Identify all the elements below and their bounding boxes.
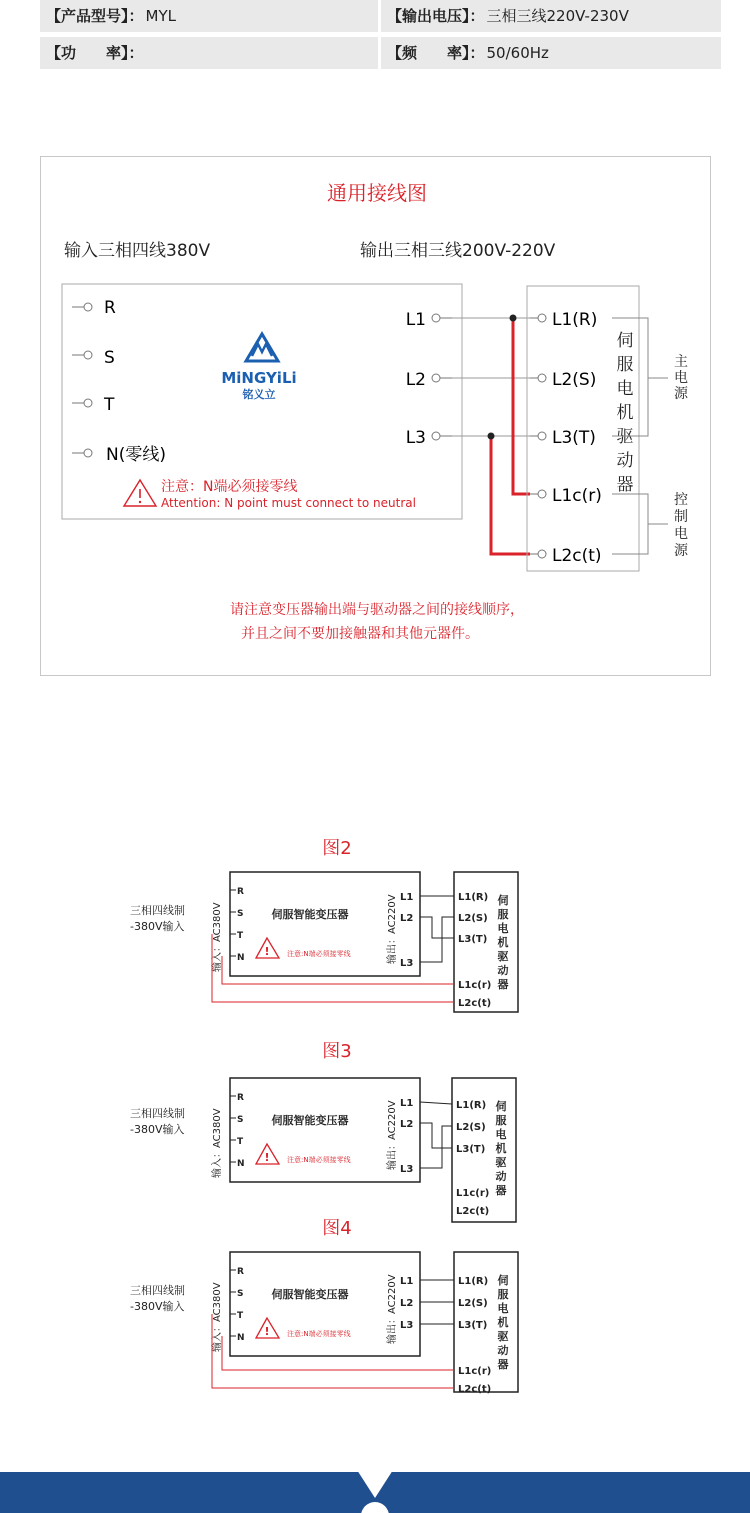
output-terminal-label: L1 (400, 1276, 414, 1287)
svg-text:L2: L2 (405, 370, 426, 390)
source-label-2: -380V输入 (130, 1123, 185, 1136)
vertical-char: 控 (674, 492, 688, 508)
input-terminal-t (72, 395, 115, 415)
svg-text:N(零线): N(零线) (106, 445, 166, 465)
driver-name-vertical (617, 331, 634, 495)
wire (420, 1102, 452, 1104)
output-side-label: 输出：AC220V (387, 1100, 398, 1170)
driver-name-char: 机 (497, 1316, 509, 1329)
svg-text:L1c(r): L1c(r) (552, 486, 602, 506)
spec-output-voltage-label: 【输出电压】： (387, 7, 485, 25)
warning-icon (124, 480, 156, 506)
driver-name-char: 器 (495, 1184, 507, 1197)
driver-terminal-l1r (530, 310, 597, 330)
input-terminal-label: R (237, 1267, 244, 1277)
driver-terminal-label: L1c(r) (458, 1366, 492, 1377)
input-terminal-label: T (237, 1311, 244, 1321)
input-terminal-s (72, 348, 115, 368)
vertical-char: 机 (616, 403, 634, 423)
driver-name-char: 器 (497, 1358, 509, 1371)
output-terminal-l1 (406, 310, 452, 330)
driver-terminal-label: L2c(t) (456, 1206, 490, 1217)
output-terminal-label: L2 (400, 1298, 414, 1309)
spec-model (40, 0, 378, 32)
input-terminal-label: N (237, 1333, 245, 1343)
spec-frequency (381, 37, 721, 69)
warning-mark: ! (264, 1325, 270, 1338)
output-terminal-l3 (406, 428, 452, 448)
driver-terminal-l2s (530, 370, 596, 390)
main-output-label: 输出三相三线200V-220V (360, 241, 556, 261)
driver-name-char: 动 (495, 1170, 507, 1183)
input-terminal-label: R (237, 1093, 244, 1103)
wire (420, 917, 454, 962)
source-label-2: -380V输入 (130, 920, 185, 933)
spec-frequency-label: 【频 率】： (387, 44, 485, 62)
vertical-char: 电 (674, 526, 688, 542)
vertical-char: 器 (616, 475, 634, 495)
input-terminal-r (72, 298, 116, 318)
driver-name-char: 动 (497, 964, 509, 977)
output-terminal-label: L3 (400, 958, 414, 969)
wire (212, 1314, 454, 1388)
svg-text:L2c(t): L2c(t) (552, 546, 602, 566)
driver-terminal-l1c (530, 486, 602, 506)
driver-name-char: 伺 (497, 894, 509, 907)
vertical-char: 源 (674, 543, 688, 559)
vertical-char: 源 (674, 386, 688, 402)
output-terminal-l2 (406, 370, 452, 390)
driver-name-char: 电 (495, 1128, 507, 1141)
vertical-char: 电 (674, 370, 688, 386)
figure-3 (0, 1035, 750, 1235)
output-terminal-label: L3 (400, 1320, 414, 1331)
driver-terminal-label: L1(R) (458, 1276, 489, 1287)
warning-text: 注意:N端必须接零线 (287, 950, 351, 958)
transformer-name: 伺服智能变压器 (271, 908, 349, 921)
output-side-label: 输出：AC220V (387, 894, 398, 964)
figure-title: 图2 (322, 838, 352, 859)
svg-text:MiNGYiLi: MiNGYiLi (221, 369, 297, 387)
control-wires (488, 315, 531, 555)
input-terminal-label: S (237, 1289, 244, 1299)
svg-text:R: R (104, 298, 116, 318)
spec-model-value: MYL (145, 7, 176, 25)
svg-text:T: T (104, 395, 115, 415)
driver-name-char: 器 (497, 978, 509, 991)
spec-power-label: 【功 率】： (46, 44, 144, 62)
warning-mark: ! (264, 1151, 270, 1164)
driver-terminal-label: L2(S) (458, 913, 488, 924)
input-terminal-label: N (237, 1159, 245, 1169)
driver-terminal-label: L2c(t) (458, 998, 492, 1009)
wire (420, 1123, 452, 1148)
main-wiring-diagram (0, 156, 750, 676)
driver-name-char: 伺 (497, 1274, 509, 1287)
wire (420, 917, 454, 938)
main-wires (452, 318, 530, 436)
vertical-char: 电 (616, 379, 634, 399)
note-line-2: 并且之间不要加接触器和其他元器件。 (241, 626, 479, 642)
driver-terminal-label: L3(T) (458, 1320, 488, 1331)
driver-terminal-label: L3(T) (458, 934, 488, 945)
figure-2 (0, 832, 750, 1032)
vertical-char: 服 (616, 355, 634, 375)
input-terminal-label: R (237, 887, 244, 897)
output-terminal-label: L1 (400, 892, 414, 903)
footer-arrow (355, 1470, 395, 1513)
driver-name-char: 电 (497, 922, 509, 935)
transformer-name: 伺服智能变压器 (271, 1114, 349, 1127)
svg-text:L3(T): L3(T) (552, 428, 596, 448)
driver-terminal-l2c (530, 546, 602, 566)
driver-terminal-label: L1(R) (458, 892, 489, 903)
driver-terminal-label: L2c(t) (458, 1384, 492, 1395)
input-terminal-label: N (237, 953, 245, 963)
source-label-1: 三相四线制 (130, 1284, 185, 1297)
figure-title: 图4 (322, 1218, 352, 1239)
spec-output-voltage-value: 三相三线220V-230V (486, 7, 629, 25)
output-terminal-label: L1 (400, 1098, 414, 1109)
vertical-char: 制 (674, 509, 688, 525)
svg-text:S: S (104, 348, 115, 368)
driver-name-char: 伺 (495, 1100, 507, 1113)
warning-mark: ! (264, 945, 270, 958)
svg-text:L1(R): L1(R) (552, 310, 598, 330)
driver-name-char: 服 (495, 1114, 507, 1127)
spec-model-label: 【产品型号】： (46, 7, 144, 25)
wire (222, 1336, 454, 1370)
driver-name-char: 驱 (497, 1330, 509, 1343)
output-terminal-label: L2 (400, 1119, 414, 1130)
vertical-char: 驱 (616, 427, 634, 447)
output-terminal-label: L3 (400, 1164, 414, 1175)
svg-text:铭义立: 铭义立 (242, 388, 276, 401)
driver-name-char: 机 (495, 1142, 507, 1155)
driver-terminal-label: L2(S) (456, 1122, 486, 1133)
warning-text: 注意:N端必须接零线 (287, 1330, 351, 1338)
wire (212, 934, 454, 1002)
source-label-1: 三相四线制 (130, 1107, 185, 1120)
driver-name-char: 动 (497, 1344, 509, 1357)
input-terminal-label: S (237, 1115, 244, 1125)
spec-frequency-value: 50/60Hz (486, 44, 549, 62)
driver-name-char: 服 (497, 1288, 509, 1301)
main-diagram-title: 通用接线图 (327, 181, 427, 205)
input-side-label: 输入：AC380V (212, 1108, 223, 1178)
input-terminal-label: T (237, 931, 244, 941)
spec-power (40, 37, 378, 69)
driver-terminal-label: L1c(r) (458, 980, 492, 991)
svg-text:L3: L3 (405, 428, 426, 448)
output-terminal-label: L2 (400, 913, 414, 924)
warning-text: 注意:N端必须接零线 (287, 1156, 351, 1164)
wire (222, 956, 454, 984)
main-input-label: 输入三相四线380V (64, 241, 211, 261)
vertical-char: 伺 (616, 331, 634, 351)
warning-cn: 注意：N端必须接零线 (161, 479, 298, 495)
control-power-label (674, 491, 689, 559)
vertical-char: 主 (674, 354, 688, 370)
input-terminal-label: T (237, 1137, 244, 1147)
source-label-2: -380V输入 (130, 1300, 185, 1313)
input-terminal-label: S (237, 909, 244, 919)
warning-en: Attention: N point must connect to neutral (161, 496, 416, 510)
spec-output-voltage (381, 0, 721, 32)
mingyili-logo (221, 334, 296, 401)
input-side-label: 输入：AC380V (212, 1282, 223, 1352)
driver-name-char: 驱 (495, 1156, 507, 1169)
input-terminal-n (72, 445, 166, 465)
main-power-label (674, 354, 689, 402)
svg-text:L2(S): L2(S) (552, 370, 597, 390)
driver-terminal-label: L3(T) (456, 1144, 486, 1155)
svg-text:L1: L1 (405, 310, 426, 330)
figure-4 (0, 1212, 750, 1412)
driver-terminal-label: L2(S) (458, 1298, 488, 1309)
input-side-label: 输入：AC380V (212, 902, 223, 972)
wire (420, 1126, 452, 1168)
transformer-name: 伺服智能变压器 (271, 1288, 349, 1301)
note-line-1: 请注意变压器输出端与驱动器之间的接线顺序， (230, 602, 524, 618)
driver-terminal-l3t (530, 428, 596, 448)
driver-name-char: 电 (497, 1302, 509, 1315)
vertical-char: 动 (616, 451, 634, 471)
output-side-label: 输出：AC220V (387, 1274, 398, 1344)
driver-name-char: 机 (497, 936, 509, 949)
driver-terminal-label: L1(R) (456, 1100, 487, 1111)
driver-name-char: 服 (497, 908, 509, 921)
figure-title: 图3 (322, 1041, 352, 1062)
power-brackets (612, 318, 668, 554)
driver-name-char: 驱 (497, 950, 509, 963)
driver-terminal-label: L1c(r) (456, 1188, 490, 1199)
source-label-1: 三相四线制 (130, 904, 185, 917)
